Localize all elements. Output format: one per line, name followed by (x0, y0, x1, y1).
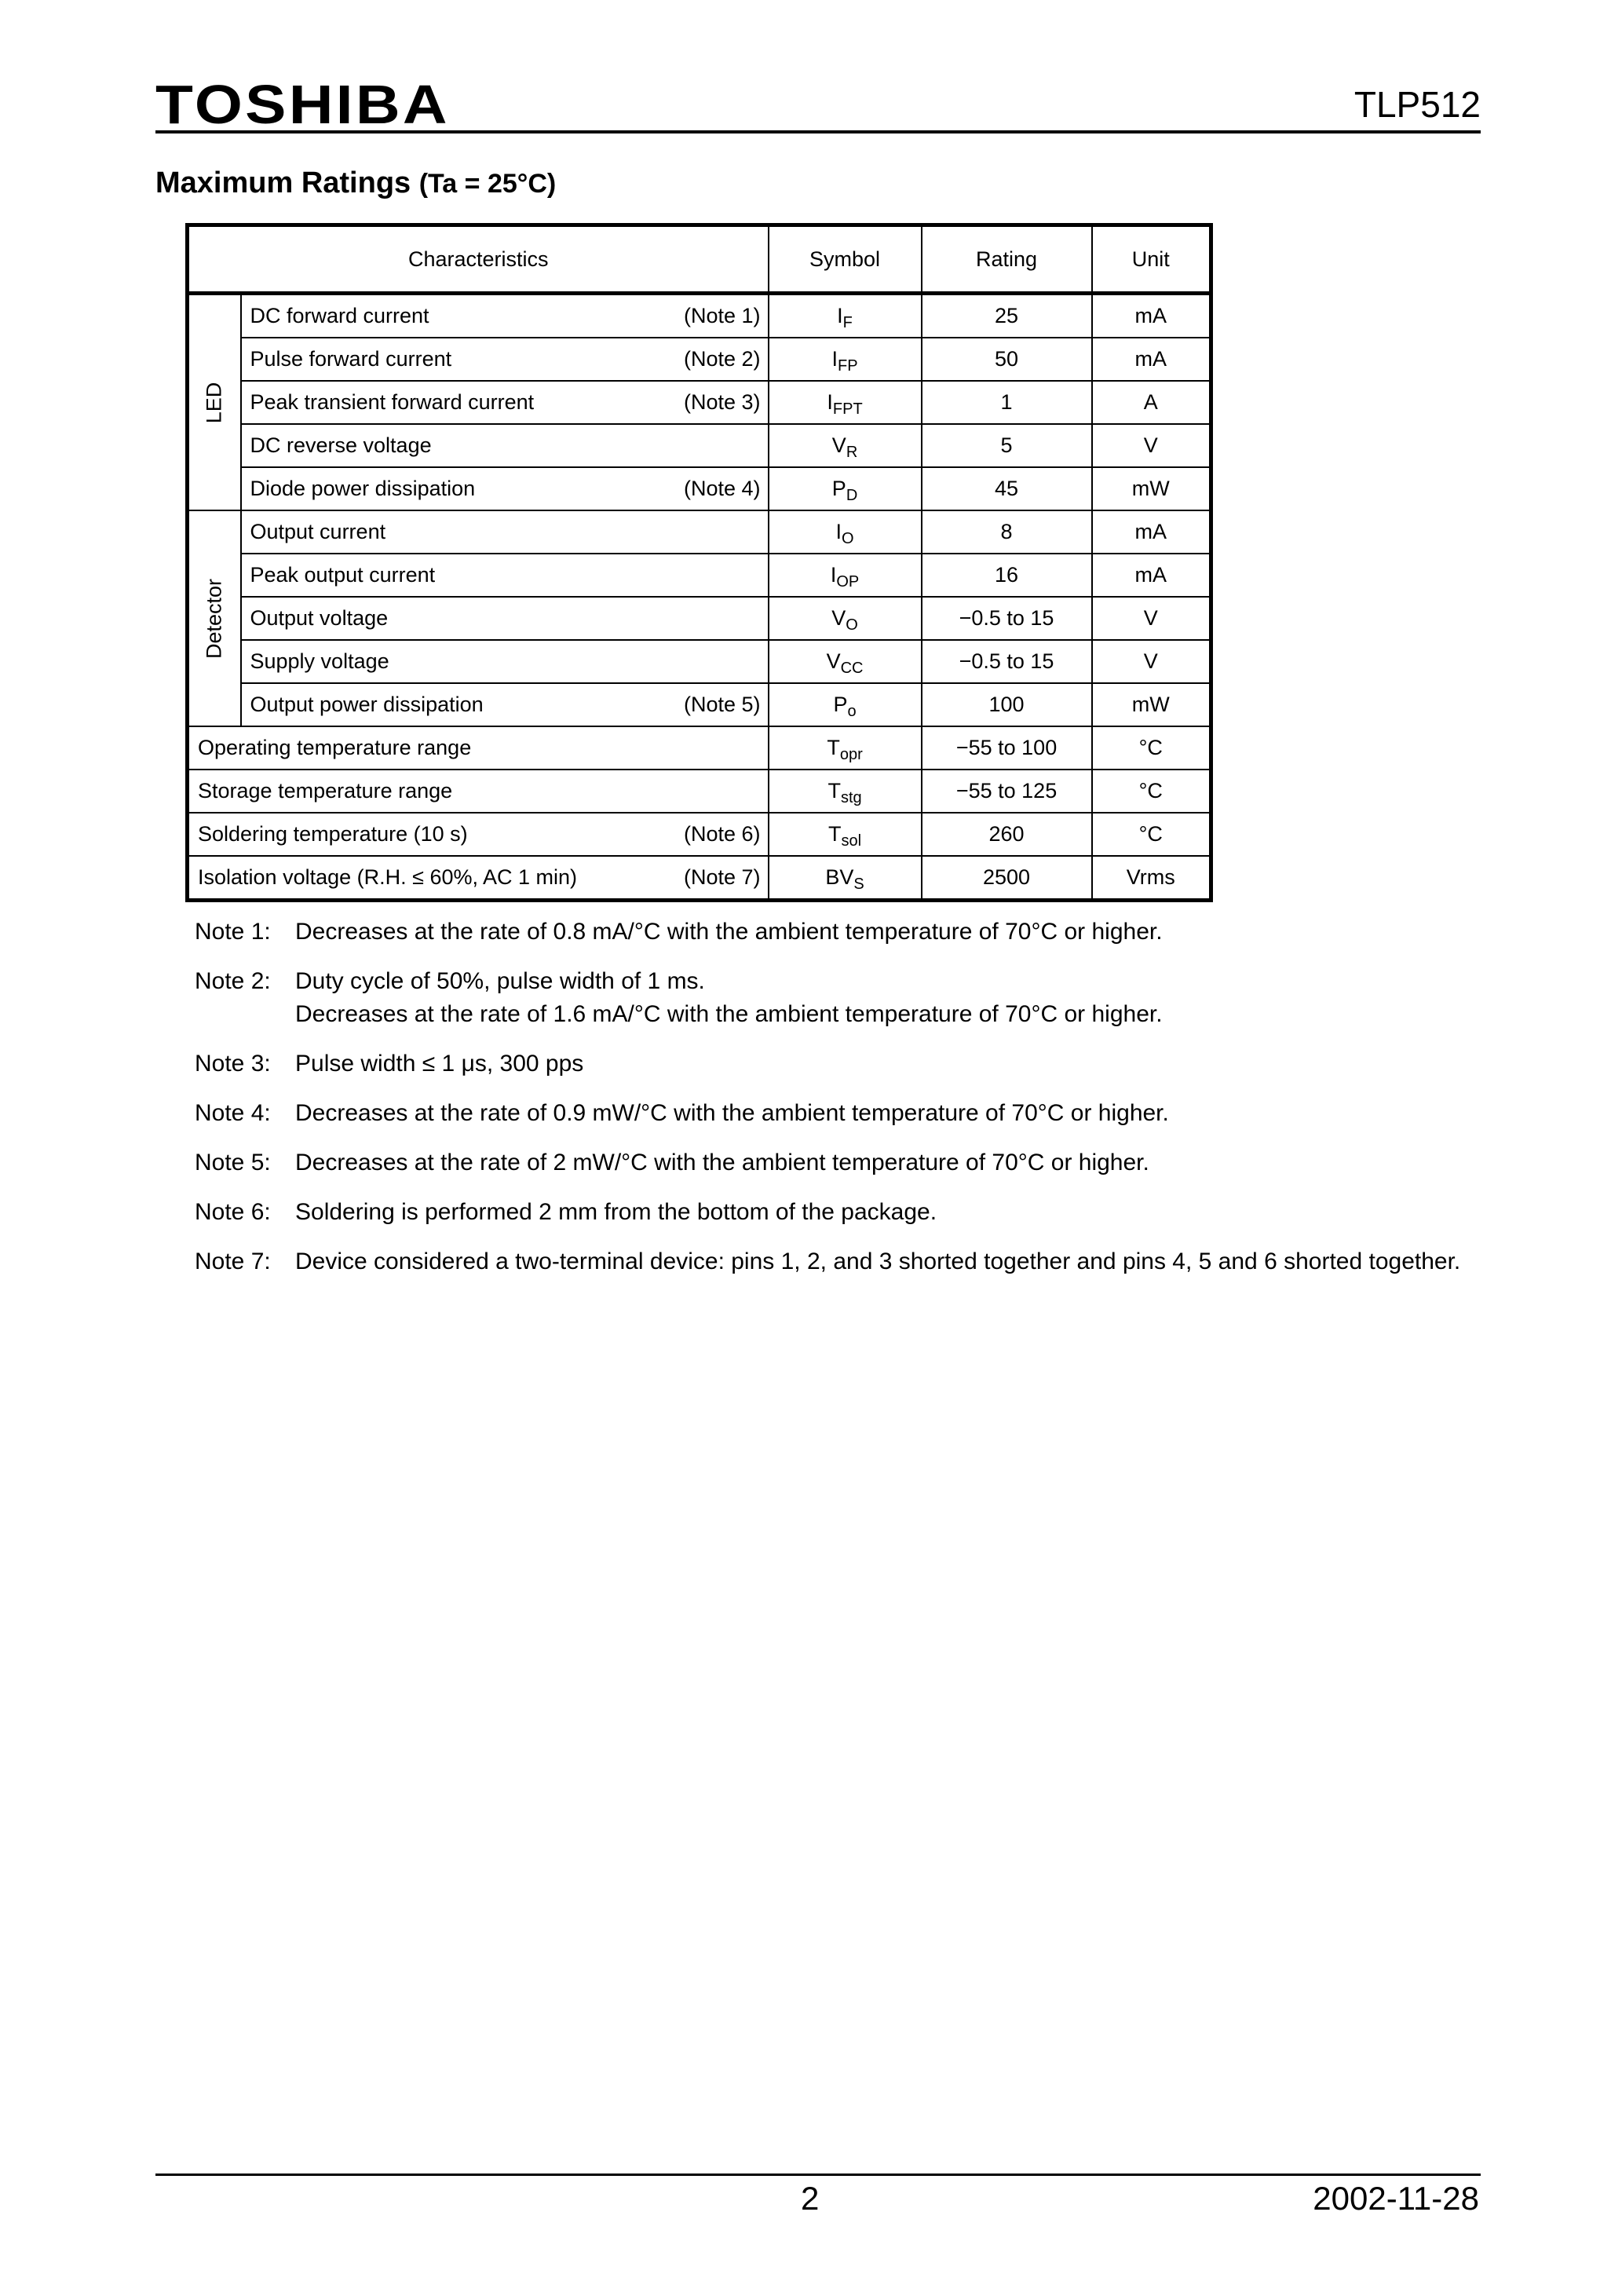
row-symbol: $T_{stg}$ (769, 770, 922, 813)
row-rating: 260 (922, 813, 1092, 856)
row-note: (Note 7) (673, 856, 769, 901)
row-rating: 25 (922, 294, 1092, 338)
row-unit: mA (1092, 554, 1211, 597)
maximum-ratings-table (185, 223, 1213, 902)
row-unit: V (1092, 597, 1211, 640)
note-item (195, 1097, 1512, 1130)
row-unit: mW (1092, 467, 1211, 510)
row-note (673, 640, 769, 683)
row-symbol: $I_{OP}$ (769, 554, 922, 597)
row-note: (Note 5) (673, 683, 769, 726)
row-unit: mA (1092, 510, 1211, 554)
note-text (295, 965, 1512, 1031)
note-item (195, 1196, 1512, 1229)
row-unit: °C (1092, 726, 1211, 770)
row-symbol: $I_F$ (769, 294, 922, 338)
note-text: Decreases at the rate of 2 mW/°C with the ambient temperature of 70°C or higher. (295, 1150, 1149, 1175)
part-number: TLP512 (1353, 84, 1481, 125)
row-note (673, 726, 769, 770)
row-note: (Note 4) (673, 467, 769, 510)
row-rating: −55 to 125 (922, 770, 1092, 813)
row-label: Pulse forward current (241, 338, 673, 381)
group-led (188, 294, 241, 511)
toshiba-logo: TOSHIBA (155, 74, 450, 135)
note-label: Note 7: (195, 1249, 271, 1274)
row-note (673, 510, 769, 554)
row-label: Operating temperature range (188, 726, 673, 770)
note-text: Decreases at the rate of 0.8 mA/°C with the ambient temperature of 70°C or higher. (295, 919, 1163, 945)
table-row (188, 640, 1211, 683)
note-text-line: Decreases at the rate of 1.6 mA/°C with the ambient temperature of 70°C or higher. (295, 1001, 1163, 1027)
row-note (673, 424, 769, 467)
row-label: Output current (241, 510, 673, 554)
header-unit: Unit (1092, 225, 1211, 294)
row-label: DC forward current (241, 294, 673, 338)
header-rule (155, 130, 1481, 133)
row-rating: 16 (922, 554, 1092, 597)
note-label: Note 6: (195, 1199, 271, 1225)
note-label: Note 3: (195, 1051, 271, 1077)
table-row (188, 597, 1211, 640)
note-item (195, 1146, 1512, 1179)
row-rating: −55 to 100 (922, 726, 1092, 770)
row-label: Soldering temperature (10 s) (188, 813, 673, 856)
table-row (188, 813, 1211, 856)
note-label: Note 4: (195, 1100, 271, 1126)
row-symbol: $I_O$ (769, 510, 922, 554)
table-header-row (188, 225, 1211, 294)
row-rating: 100 (922, 683, 1092, 726)
row-note (673, 597, 769, 640)
table-row (188, 381, 1211, 424)
table-row (188, 338, 1211, 381)
table-row (188, 726, 1211, 770)
note-text: Decreases at the rate of 0.9 mW/°C with the ambient temperature of 70°C or higher. (295, 1100, 1169, 1126)
row-label: Peak output current (241, 554, 673, 597)
table-row (188, 467, 1211, 510)
note-item (195, 1047, 1512, 1080)
group-detector (188, 510, 241, 726)
row-symbol: $P_D$ (769, 467, 922, 510)
table-row (188, 294, 1211, 338)
note-text-line: Duty cycle of 50%, pulse width of 1 ms. (295, 968, 705, 994)
row-symbol: $I_{FPT}$ (769, 381, 922, 424)
row-unit: Vrms (1092, 856, 1211, 901)
note-item (195, 1245, 1512, 1278)
row-label: Storage temperature range (188, 770, 673, 813)
row-note: (Note 2) (673, 338, 769, 381)
note-label: Note 2: (195, 968, 271, 994)
row-unit: V (1092, 640, 1211, 683)
note-text: Pulse width ≤ 1 μs, 300 pps (295, 1051, 584, 1077)
table-row (188, 856, 1211, 901)
note-item (195, 916, 1512, 949)
row-symbol: $P_o$ (769, 683, 922, 726)
note-label: Note 5: (195, 1150, 271, 1175)
row-rating: 45 (922, 467, 1092, 510)
row-label: Output voltage (241, 597, 673, 640)
note-item (195, 965, 1512, 1031)
row-rating: −0.5 to 15 (922, 597, 1092, 640)
row-note (673, 770, 769, 813)
table-row (188, 683, 1211, 726)
row-label: Isolation voltage (R.H. ≤ 60%, AC 1 min) (188, 856, 673, 901)
row-rating: 1 (922, 381, 1092, 424)
row-rating: 50 (922, 338, 1092, 381)
row-unit: °C (1092, 813, 1211, 856)
row-label: Peak transient forward current (241, 381, 673, 424)
section-title-text: Maximum Ratings (155, 166, 411, 199)
note-text: Device considered a two-terminal device: pins 1, 2, and 3 shorted together and pins 4, 5 and 6 shorted together. (295, 1249, 1461, 1274)
row-symbol: $T_{sol}$ (769, 813, 922, 856)
group-detector-label: Detector (202, 578, 226, 659)
row-rating: 5 (922, 424, 1092, 467)
group-led-label: LED (202, 382, 226, 423)
row-symbol: $BV_S$ (769, 856, 922, 901)
row-rating: 2500 (922, 856, 1092, 901)
row-unit: A (1092, 381, 1211, 424)
row-unit: mA (1092, 338, 1211, 381)
header-rating: Rating (922, 225, 1092, 294)
row-unit: mA (1092, 294, 1211, 338)
notes-section (195, 916, 1512, 1295)
row-label: DC reverse voltage (241, 424, 673, 467)
row-note: (Note 1) (673, 294, 769, 338)
header-symbol: Symbol (769, 225, 922, 294)
row-rating: −0.5 to 15 (922, 640, 1092, 683)
page-number: 2 (801, 2180, 820, 2217)
row-unit: V (1092, 424, 1211, 467)
row-unit: °C (1092, 770, 1211, 813)
section-title (155, 168, 556, 198)
table-row (188, 424, 1211, 467)
row-symbol: $V_{CC}$ (769, 640, 922, 683)
row-label: Supply voltage (241, 640, 673, 683)
row-unit: mW (1092, 683, 1211, 726)
row-symbol: $V_R$ (769, 424, 922, 467)
row-note: (Note 3) (673, 381, 769, 424)
row-symbol: $I_{FP}$ (769, 338, 922, 381)
note-text: Soldering is performed 2 mm from the bottom of the package. (295, 1199, 937, 1225)
row-symbol: $T_{opr}$ (769, 726, 922, 770)
section-condition: (Ta = 25°C) (418, 169, 557, 199)
table-row (188, 770, 1211, 813)
footer-rule (155, 2174, 1481, 2176)
row-label: Output power dissipation (241, 683, 673, 726)
row-note (673, 554, 769, 597)
table-row (188, 554, 1211, 597)
row-rating: 8 (922, 510, 1092, 554)
table-row (188, 510, 1211, 554)
row-note: (Note 6) (673, 813, 769, 856)
header-characteristics: Characteristics (188, 225, 769, 294)
row-label: Diode power dissipation (241, 467, 673, 510)
row-symbol: $V_O$ (769, 597, 922, 640)
document-date: 2002-11-28 (1313, 2180, 1479, 2217)
note-label: Note 1: (195, 919, 271, 945)
